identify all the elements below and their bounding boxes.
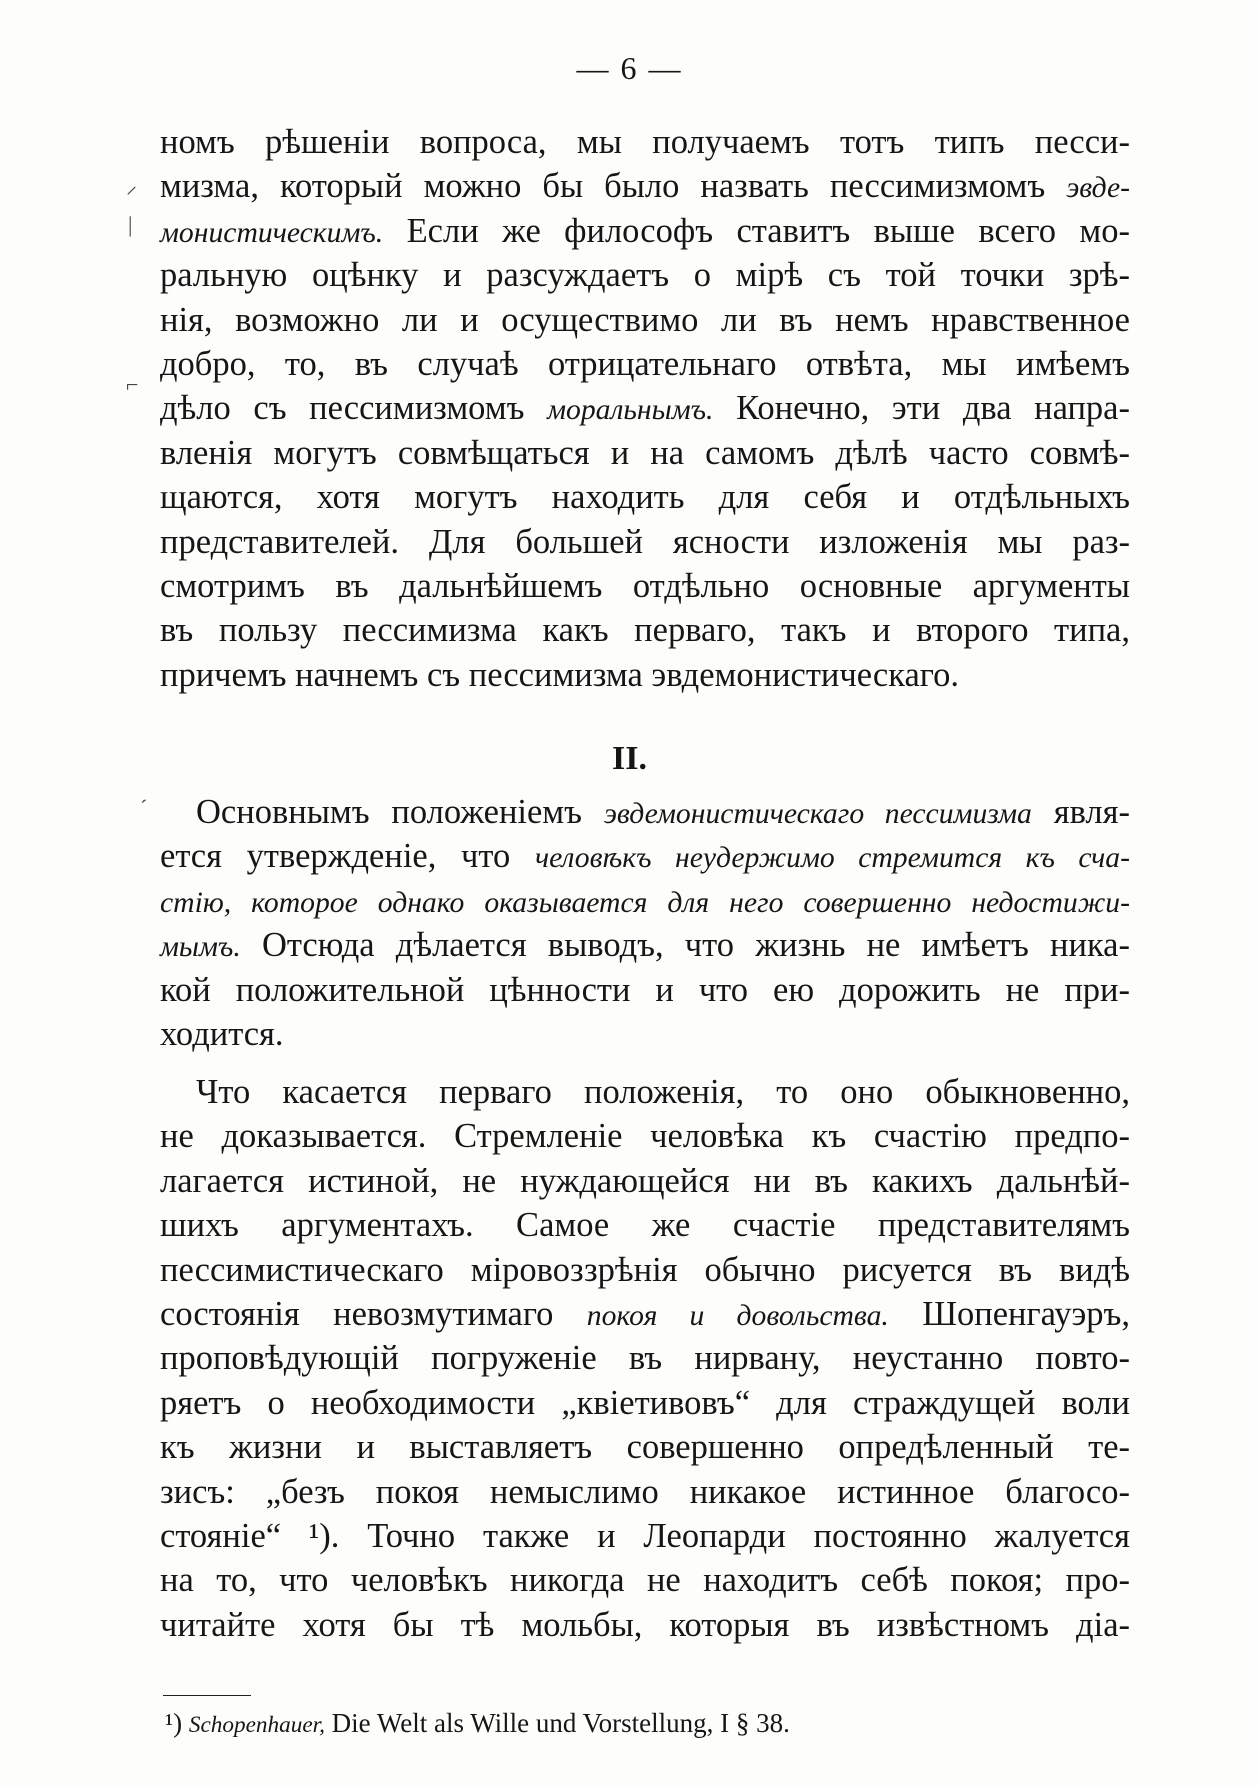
text-segment: пессимистическаго міровоззрѣнія обычно рисуется въ видѣ [160,1250,1130,1289]
italic-segment: мымъ. [160,931,241,964]
text-segment: Что касается перваго положенія, то оно обыкновенно, [196,1073,1130,1111]
italic-segment: монистическимъ. [160,216,384,249]
text-line [160,298,1130,342]
section-heading: II. [612,740,647,777]
text-segment: ходится. [160,1014,284,1053]
text-segment: Отсюда дѣлается выводъ, что жизнь не имѣетъ ника- [240,926,1130,965]
text-line [160,386,1130,430]
text-segment: стояніе“ ¹). Точно также и Леопарди постоянно жалуется [160,1516,1130,1555]
italic-segment: человѣкъ неудержимо стремится къ сча- [534,842,1131,875]
text-segment: мизма, который можно бы было назвать пессимизмомъ [160,167,1067,206]
text-line [160,520,1130,564]
text-line [160,253,1130,297]
margin-mark: ⌐ [126,372,139,397]
footnote-rule [163,1695,251,1696]
text-line [160,653,1130,697]
italic-segment: покоя и довольства. [586,1299,889,1332]
text-segment: Основнымъ положеніемъ [196,793,604,831]
text-segment: Конечно, эти два напра- [713,389,1130,428]
text-segment: не доказывается. Стремленіе человѣка къ счастію предпо- [160,1117,1130,1156]
text-segment: причемъ начнемъ съ пессимизма эвдемонистическаго. [160,655,959,694]
text-segment: ральную оцѣнку и разсуждаетъ о мірѣ съ той точки зрѣ- [160,256,1130,295]
text-segment: нія, возможно ли и осуществимо ли въ немъ нравственное [160,300,1130,339]
text-line [160,1292,1130,1336]
text-segment: добро, то, въ случаѣ отрицательнаго отвѣта, мы имѣемъ [160,344,1130,383]
text-segment: въ пользу пессимизма какъ перваго, такъ и второго типа, [160,611,1130,650]
margin-mark: | [128,212,133,237]
text-line [160,608,1130,652]
text-line [160,431,1130,475]
text-line [160,120,1130,164]
paragraph-third [160,1070,1130,1647]
text-segment: явля- [1031,793,1130,831]
text-line [160,1514,1130,1558]
text-segment: номъ рѣшеніи вопроса, мы получаемъ тотъ типъ песси- [160,123,1130,161]
paragraph-top [160,120,1130,697]
text-line [160,1070,1130,1114]
text-line [160,834,1130,878]
text-line [160,1159,1130,1203]
text-segment: вленія могутъ совмѣщаться и на самомъ дѣлѣ часто совмѣ- [160,433,1130,472]
text-line [160,1114,1130,1158]
text-segment: кой положительной цѣнности и что ею дорожить не при- [160,970,1130,1009]
margin-mark: ˊ [140,795,148,820]
italic-segment: эвде- [1066,172,1130,205]
text-line [160,475,1130,519]
text-segment: состоянія невозмутимаго [160,1294,587,1333]
text-segment: шихъ аргументахъ. Самое же счастіе представителямъ [160,1206,1130,1245]
text-line [160,1603,1130,1647]
text-line [160,1012,1130,1056]
italic-segment: эвдемонистическаго пессимизма [603,798,1032,830]
page-number: — 6 — [576,50,683,86]
text-segment: къ жизни и выставляетъ совершенно опредѣленный те- [160,1428,1130,1467]
margin-mark: ⸝ [126,173,138,198]
text-segment: Если же философъ ставитъ выше всего мо- [383,211,1130,250]
text-line [160,1470,1130,1514]
text-segment: ется утвержденіе, что [160,837,535,876]
text-segment: лагается истиной, не нуждающейся ни въ какихъ дальнѣй- [160,1161,1130,1200]
text-line [160,1558,1130,1602]
footnote-author: Schopenhauer, [188,1712,325,1738]
paragraph-second [160,790,1130,1056]
text-segment: щаются, хотя могутъ находить для себя и отдѣльныхъ [160,478,1130,517]
text-line [160,923,1130,967]
footnote-text: Die Welt als Wille und Vorstellung, I § 38. [324,1708,790,1738]
footnote [165,1705,1125,1743]
text-line [160,968,1130,1012]
italic-segment: моральнымъ. [547,394,714,427]
text-line [160,879,1130,923]
text-line [160,1203,1130,1247]
text-segment: представителей. Для большей ясности изложенія мы раз- [160,522,1130,561]
text-line [160,790,1130,834]
text-segment: смотримъ въ дальнѣйшемъ отдѣльно основные аргументы [160,566,1130,605]
text-line [160,209,1130,253]
text-segment: Шопенгауэръ, [888,1294,1130,1333]
text-line [160,1425,1130,1469]
text-segment: зисъ: „безъ покоя немыслимо никакое истинное благосо- [160,1472,1130,1511]
text-segment: на то, что человѣкъ никогда не находитъ себѣ покоя; про- [160,1561,1130,1600]
italic-segment: стію, которое однако оказывается для него совершенно недостижи- [160,886,1130,919]
text-line [160,1336,1130,1380]
text-segment: дѣло съ пессимизмомъ [160,389,548,428]
text-line [160,342,1130,386]
text-segment: читайте хотя бы тѣ мольбы, которыя въ извѣстномъ діа- [160,1605,1130,1644]
text-line [160,164,1130,208]
text-segment: проповѣдующій погруженіе въ нирвану, неустанно повто- [160,1339,1130,1378]
text-line [160,564,1130,608]
footnote-marker: ¹) [165,1708,183,1738]
text-segment: ряетъ о необходимости „квіетивовъ“ для страждущей воли [160,1383,1130,1422]
text-line [160,1248,1130,1292]
text-line [160,1381,1130,1425]
